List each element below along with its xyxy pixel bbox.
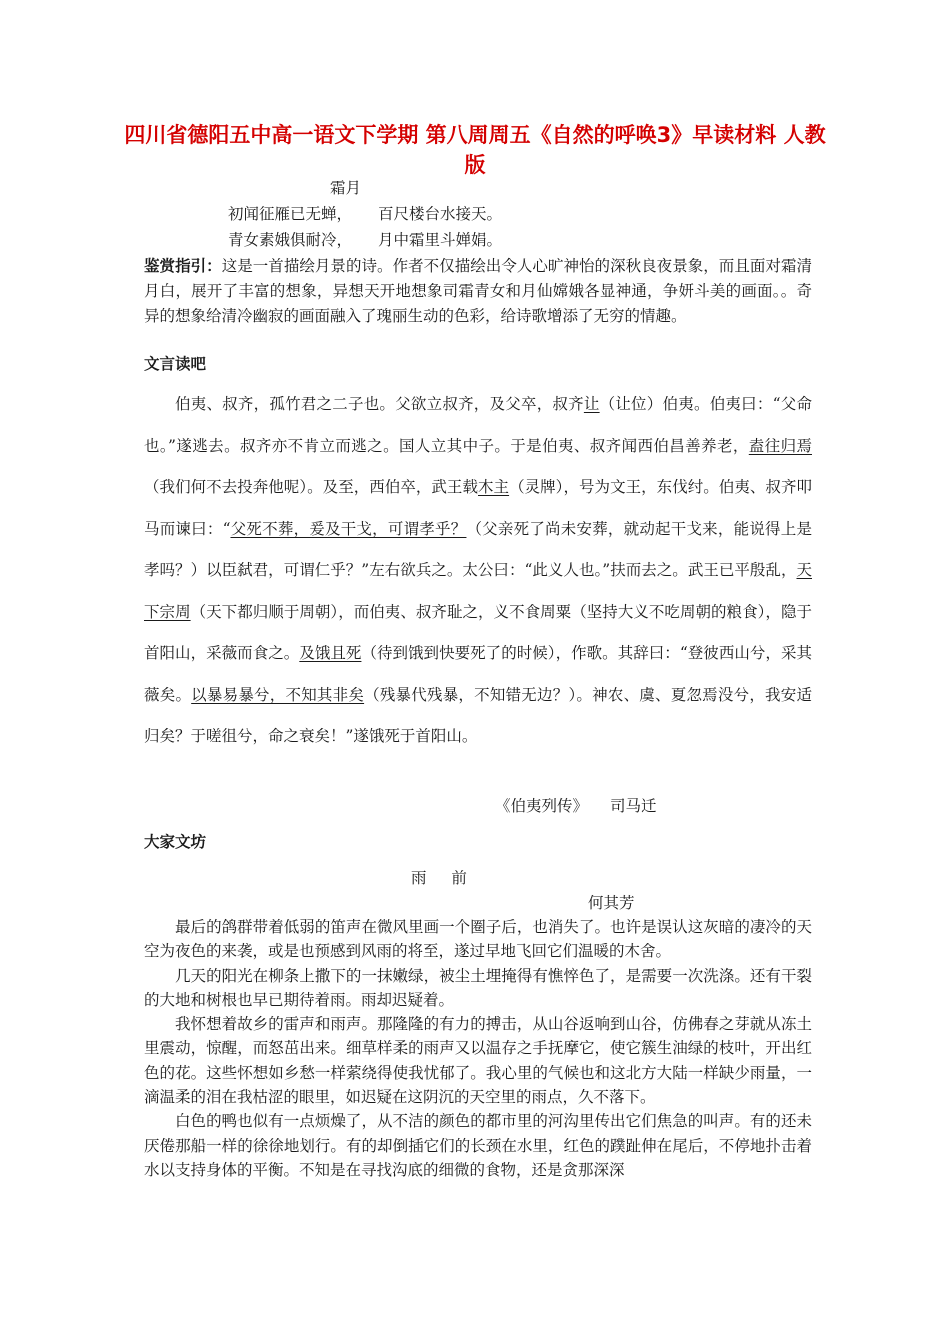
text-segment: （待到饿到快要死了的时候），作歌。其辞曰：“登彼西山兮，采其薇矣。 (144, 644, 812, 704)
source-book: 《伯夷列传》 (495, 797, 589, 815)
underlined-phrase: 父死不葬，爰及干戈，可谓孝乎？ (230, 519, 467, 538)
classical-source (495, 794, 657, 816)
text-segment: （残暴代残暴，不知错无边？）。神农、虞、夏忽焉没兮，我安适归矣？于嗟徂兮，命之衰矣！”遂饿死于首阳山。 (144, 685, 812, 745)
essay-paragraph: 最后的鸽群带着低弱的笛声在微风里画一个圈子后，也消失了。也许是误认这灰暗的凄冷的天空为夜色的来袭，或是也预感到风雨的将至，遂过早地飞回它们温暖的木舍。 (144, 918, 812, 961)
guide-label: 鉴赏指引： (144, 257, 222, 275)
appreciation-guide (144, 254, 812, 329)
poem-line-1 (228, 203, 502, 225)
text-segment: （我们何不去投奔他呢）。及至，西伯卒，武王载 (144, 478, 478, 496)
poem-title: 霜月 (330, 179, 362, 197)
poem-line-2 (228, 229, 502, 251)
poem-line-1b: 百尺楼台水接天。 (378, 205, 503, 223)
underlined-phrase: 盍往归焉 (748, 436, 812, 455)
underlined-phrase: 木主 (478, 478, 510, 496)
essay-paragraph: 几天的阳光在柳条上撒下的一抹嫩绿，被尘土埋掩得有憔悴色了，是需要一次洗涤。还有干裂的大地和树根也早已期待着雨。雨却迟疑着。 (144, 966, 812, 1009)
text-segment: （灵牌），号为文王，东伐纣。伯夷、叔齐叩马而谏曰：“ (144, 478, 812, 538)
text-segment: （让位）伯夷。伯夷曰：“父命也。”遂逃去。叔齐亦不肯立而逃之。国人立其中子。于是伯夷、叔齐闻西伯昌善养老， (144, 395, 812, 455)
poem-line-1a: 初闻征雁已无蝉， (228, 205, 353, 223)
essay-body (144, 915, 812, 1182)
text-segment: （天下都归顺于周朝），而伯夷、叔齐耻之，义不食周粟（坚持大义不吃周朝的粮食），隐于首阳山，采薇而食之。 (144, 602, 812, 662)
poem-line-2a: 青女素娥俱耐冷， (228, 231, 353, 249)
poem-line-2b: 月中霜里斗婵娟。 (378, 231, 503, 249)
text-segment: （父亲死了尚未安葬，就动起干戈来，能说得上是孝吗？）以臣弑君，可谓仁乎？”左右欲兵之。太公曰：“此义人也。”扶而去之。武王已平殷乱， (144, 519, 812, 579)
document-title: 四川省德阳五中高一语文下学期 第八周周五《自然的呼唤3》早读材料 人教版 (124, 123, 826, 177)
masters-essay-heading: 大家文坊 (144, 833, 207, 851)
text-segment: 伯夷、叔齐，孤竹君之二子也。父欲立叔齐，及父卒，叔齐 (175, 395, 584, 413)
underlined-phrase: 以暴易暴兮，不知其非矣 (191, 685, 365, 704)
underlined-phrase: 及饿且死 (299, 644, 362, 662)
classical-reading-heading: 文言读吧 (144, 355, 207, 373)
essay-title: 雨 前 (411, 869, 477, 887)
essay-paragraph: 我怀想着故乡的雷声和雨声。那隆隆的有力的搏击，从山谷返响到山谷，仿佛春之芽就从冻土里震动，惊醒，而怒茁出来。细草样柔的雨声又以温存之手抚摩它，使它簇生油绿的枝叶，开出红色的花。这些怀想如乡愁一样萦绕得使我忧郁了。我心里的气候也和这北方大陆一样缺少雨量，一滴温柔的泪在我枯涩的眼里，如迟疑在这阴沉的天空里的雨点，久不落下。 (144, 1015, 812, 1107)
classical-text (144, 384, 812, 758)
underlined-phrase: 让 (583, 395, 600, 413)
essay-paragraph: 白色的鸭也似有一点烦燥了，从不洁的颜色的都市里的河沟里传出它们焦急的叫声。有的还未厌倦那船一样的徐徐地划行。有的却倒插它们的长颈在水里，红色的蹼趾伸在尾后，不停地扑击着水以支持身体的平衡。不知是在寻找沟底的细微的食物，还是贪那深深 (144, 1112, 812, 1179)
essay-author: 何其芳 (588, 894, 635, 912)
underlined-phrase: 天下宗周 (144, 561, 812, 621)
source-author: 司马迁 (610, 797, 657, 815)
guide-text: 这是一首描绘月景的诗。作者不仅描绘出令人心旷神怡的深秋良夜景象，而且面对霜清 月白，展开了丰富的想象，异想天开地想象司霜青女和月仙嫦娥各显神通，争妍斗美的画面。。奇异的想象给清冷幽寂的画面融入了瑰丽生动的色彩，给诗歌增添了无穷的情趣。 (144, 257, 812, 325)
